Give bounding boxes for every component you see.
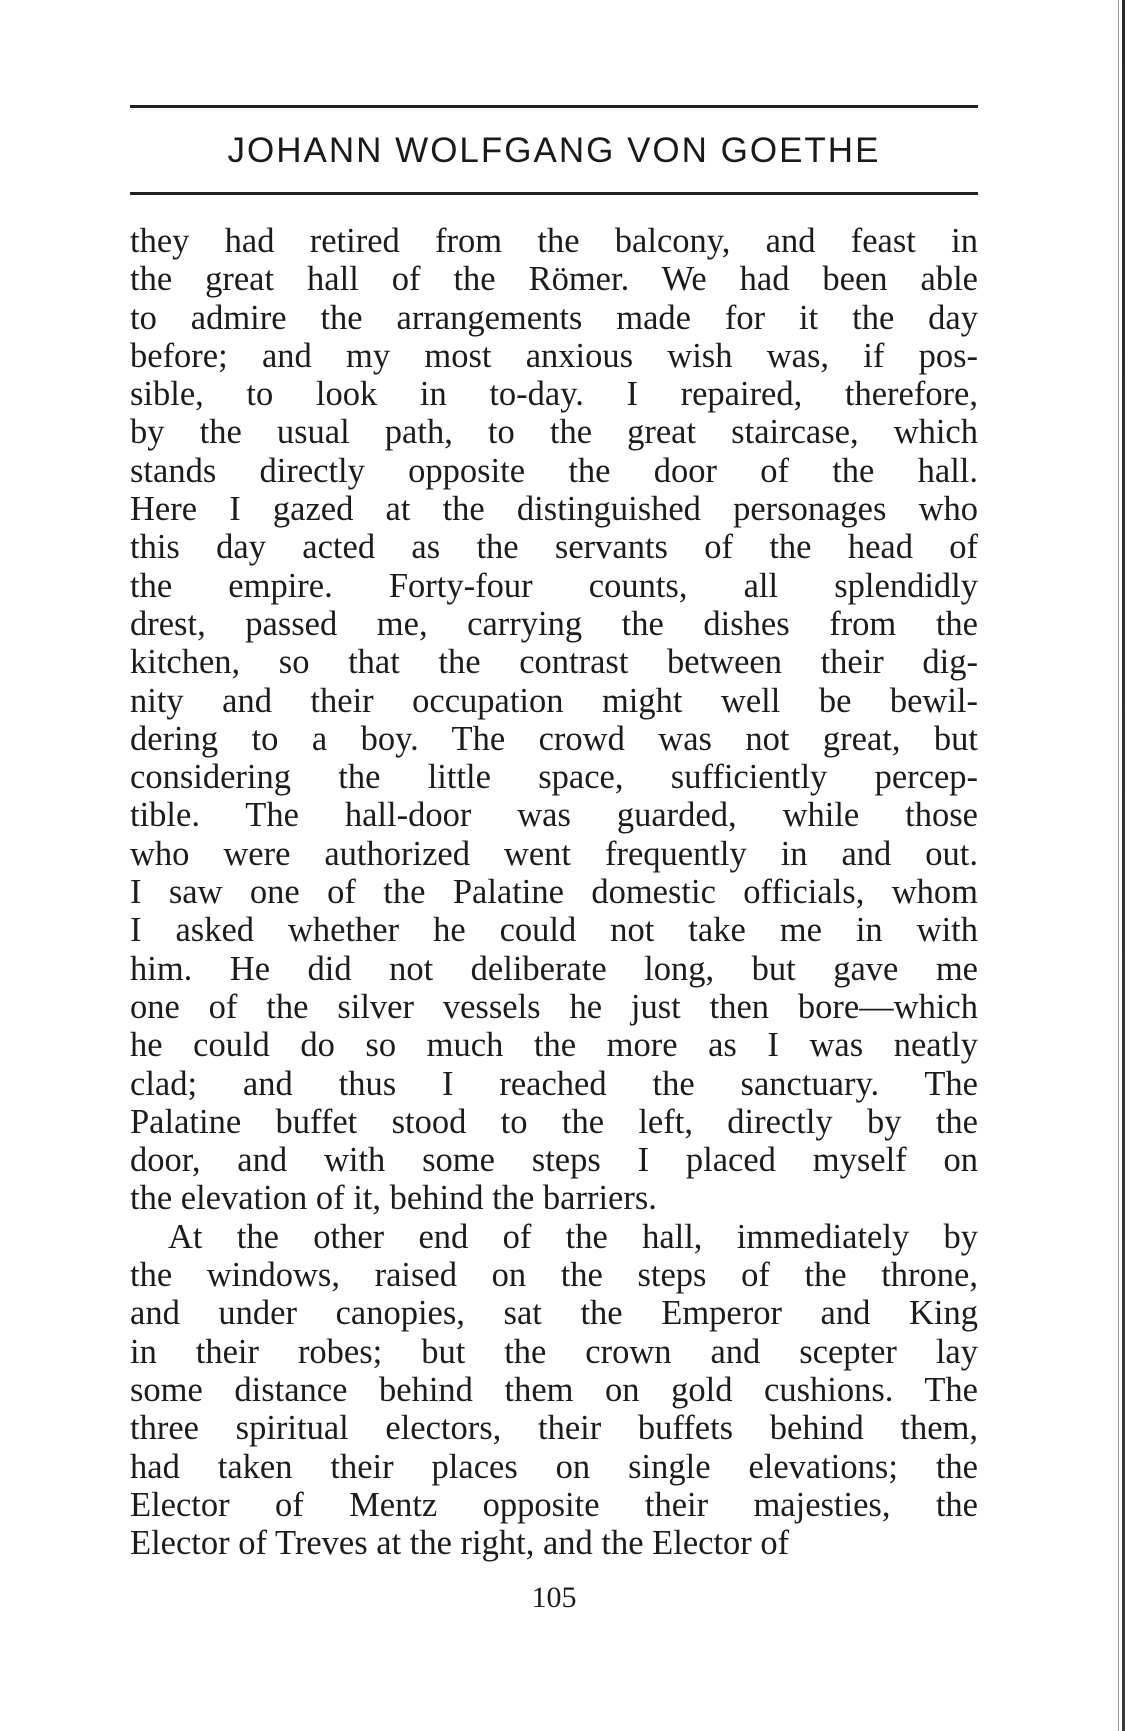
text-line: dering to a boy. The crowd was not great, but	[130, 719, 978, 758]
header-rule-bottom	[130, 192, 978, 195]
text-line: kitchen, so that the contrast between their dig-	[130, 643, 978, 682]
text-line: before; and my most anxious wish was, if pos-	[130, 336, 978, 375]
text-line: and under canopies, sat the Emperor and King	[130, 1294, 978, 1333]
text-line: stands directly opposite the door of the hall.	[130, 451, 978, 490]
text-line: he could do so much the more as I was neatly	[130, 1026, 978, 1065]
text-line: they had retired from the balcony, and feast in	[130, 222, 978, 260]
text-line: the great hall of the Römer. We had been able	[130, 260, 978, 299]
text-line: tible. The hall-door was guarded, while those	[130, 796, 978, 835]
scan-edge-shadow	[1122, 0, 1125, 1731]
text-line: three spiritual electors, their buffets behind them,	[130, 1409, 978, 1448]
text-line: the elevation of it, behind the barriers.	[130, 1179, 657, 1218]
text-line: Elector of Treves at the right, and the Elector of	[130, 1524, 790, 1563]
text-line: to admire the arrangements made for it the day	[130, 298, 978, 337]
running-head: JOHANN WOLFGANG VON GOETHE	[227, 131, 881, 170]
text-line: Here I gazed at the distinguished personages who	[130, 490, 978, 529]
text-line: Palatine buffet stood to the left, directly by the	[130, 1102, 978, 1141]
text-line: by the usual path, to the great staircase, which	[130, 413, 978, 452]
text-line: sible, to look in to-day. I repaired, therefore,	[130, 375, 978, 414]
text-line: the empire. Forty-four counts, all splendidly	[130, 566, 978, 605]
text-line: nity and their occupation might well be bewil-	[130, 681, 978, 720]
scan-edge-line	[1118, 0, 1119, 1731]
text-line: some distance behind them on gold cushions. The	[130, 1370, 978, 1409]
text-line: door, and with some steps I placed myself on	[130, 1141, 978, 1180]
body-text	[130, 222, 978, 1562]
text-line: clad; and thus I reached the sanctuary. The	[130, 1064, 978, 1103]
text-line: him. He did not deliberate long, but gave me	[130, 949, 978, 988]
text-line: had taken their places on single elevations; the	[130, 1447, 978, 1486]
page-number: 105	[531, 1581, 577, 1614]
text-line: Elector of Mentz opposite their majesties, the	[130, 1485, 978, 1524]
text-line: I saw one of the Palatine domestic officials, whom	[130, 873, 978, 912]
text-line: drest, passed me, carrying the dishes from the	[130, 604, 978, 643]
text-line: this day acted as the servants of the head of	[130, 528, 978, 567]
text-line: who were authorized went frequently in and out.	[130, 834, 978, 873]
text-line: in their robes; but the crown and scepter lay	[130, 1332, 978, 1371]
text-line: the windows, raised on the steps of the throne,	[130, 1256, 978, 1295]
header-rule-top	[130, 105, 978, 108]
text-line: I asked whether he could not take me in with	[130, 911, 978, 950]
text-line: considering the little space, sufficiently percep-	[130, 758, 978, 797]
text-line: one of the silver vessels he just then bore—which	[130, 987, 978, 1026]
text-line: At the other end of the hall, immediately by	[168, 1217, 978, 1256]
